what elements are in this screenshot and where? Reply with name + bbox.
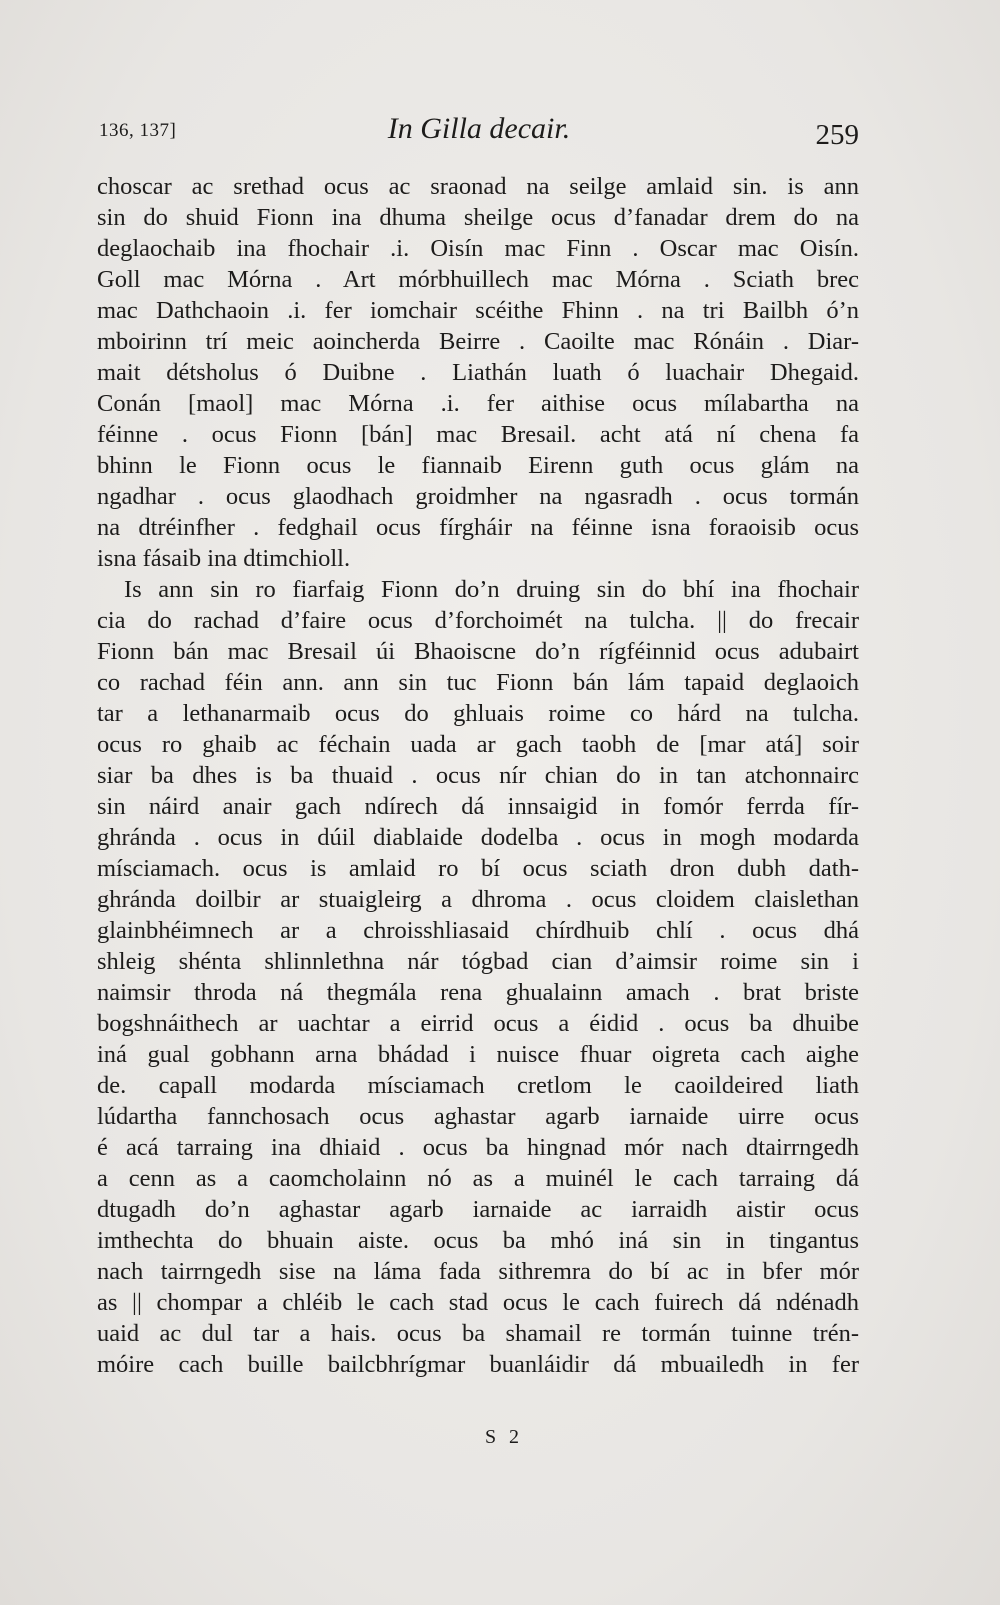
- text-line: Conán [maol] mac Mórna .i. fer aithise ocus mílabartha na: [97, 390, 859, 417]
- paragraph-end-line: isna fásaib ina dtimchioll.: [97, 545, 351, 572]
- text-line: imthechta do bhuain aiste. ocus ba mhó iná sin in tingantus: [97, 1227, 859, 1254]
- text-line: glainbhéimnech ar a chroisshliasaid chírdhuib chlí . ocus dhá: [97, 917, 859, 944]
- text-line: mac Dathchaoin .i. fer iomchair scéithe Fhinn . na tri Bailbh ó’n: [97, 297, 859, 324]
- text-line: uaid ac dul tar a hais. ocus ba shamail re tormán tuinne trén-: [97, 1320, 859, 1347]
- text-line: cia do rachad d’faire ocus d’forchoimét na tulcha. || do frecair: [97, 607, 859, 634]
- text-line: tar a lethanarmaib ocus do ghluais roime co hárd na tulcha.: [97, 700, 859, 727]
- text-line: iná gual gobhann arna bhádad i nuisce fhuar oigreta cach aighe: [97, 1041, 859, 1068]
- text-line: as || chompar a chléib le cach stad ocus le cach fuirech dá ndénadh: [97, 1289, 859, 1316]
- text-line: ghránda doilbir ar stuaigleirg a dhroma . ocus cloidem claislethan: [97, 886, 859, 913]
- text-line: bhinn le Fionn ocus le fiannaib Eirenn guth ocus glám na: [97, 452, 859, 479]
- text-line: dtugadh do’n aghastar agarb iarnaide ac iarraidh aistir ocus: [97, 1196, 859, 1223]
- text-line: choscar ac srethad ocus ac sraonad na seilge amlaid sin. is ann: [97, 173, 859, 200]
- text-line: sin náird anair gach ndírech dá innsaigid in fomór ferrda fír-: [97, 793, 859, 820]
- text-line: na dtréinfher . fedghail ocus fírgháir na féinne isna foraoisib ocus: [97, 514, 859, 541]
- text-line: deglaochaib ina fhochair .i. Oisín mac Finn . Oscar mac Oisín.: [97, 235, 859, 262]
- text-line: bogshnáithech ar uachtar a eirrid ocus a éidid . ocus ba dhuibe: [97, 1010, 859, 1037]
- text-line: co rachad féin ann. ann sin tuc Fionn bán lám tapaid deglaoich: [97, 669, 859, 696]
- text-line: siar ba dhes is ba thuaid . ocus nír chian do in tan atchonnairc: [97, 762, 859, 789]
- running-title: In Gilla decair.: [387, 112, 571, 145]
- text-line: nach tairrngedh sise na láma fada sithremra do bí ac in bfer mór: [97, 1258, 859, 1285]
- text-line: Goll mac Mórna . Art mórbhuillech mac Mórna . Sciath brec: [97, 266, 859, 293]
- text-line: mísciamach. ocus is amlaid ro bí ocus sciath dron dubh dath-: [97, 855, 859, 882]
- body-text: [97, 171, 859, 1380]
- text-line: móire cach buille bailcbhrígmar buanláidir dá mbuailedh in fer: [97, 1351, 859, 1378]
- text-line: shleig shénta shlinnlethna nár tógbad cian d’aimsir roime sin i: [97, 948, 859, 975]
- text-line: é acá tarraing ina dhiaid . ocus ba hingnad mór nach dtairrngedh: [97, 1134, 859, 1161]
- text-line: a cenn as a caomcholainn nó as a muinél le cach tarraing dá: [97, 1165, 859, 1192]
- signature-mark: S 2: [484, 1426, 524, 1448]
- text-line: ghránda . ocus in dúil diablaide dodelba . ocus in mogh modarda: [97, 824, 859, 851]
- text-line: ocus ro ghaib ac féchain uada ar gach taobh de [mar atá] soir: [97, 731, 859, 758]
- text-line: ngadhar . ocus glaodhach groidmher na ngasradh . ocus tormán: [97, 483, 859, 510]
- text-line: naimsir throda ná thegmála rena ghualainn amach . brat briste: [97, 979, 859, 1006]
- text-line: mboirinn trí meic aoincherda Beirre . Caoilte mac Rónáin . Diar-: [97, 328, 859, 355]
- running-head: [99, 112, 859, 152]
- text-line: de. capall modarda mísciamach cretlom le caoildeired liath: [97, 1072, 859, 1099]
- paragraph-start-line: Is ann sin ro fiarfaig Fionn do’n druing sin do bhí ina fhochair: [124, 576, 859, 603]
- text-line: féinne . ocus Fionn [bán] mac Bresail. acht atá ní chena fa: [97, 421, 859, 448]
- folio-reference: 136, 137]: [99, 120, 177, 141]
- text-line: Fionn bán mac Bresail úi Bhaoiscne do’n rígféinnid ocus adubairt: [97, 638, 859, 665]
- text-line: sin do shuid Fionn ina dhuma sheilge ocus d’fanadar drem do na: [97, 204, 859, 231]
- text-line: mait détsholus ó Duibne . Liathán luath ó luachair Dhegaid.: [97, 359, 859, 386]
- text-line: lúdartha fannchosach ocus aghastar agarb iarnaide uirre ocus: [97, 1103, 859, 1130]
- page-number: 259: [815, 119, 859, 151]
